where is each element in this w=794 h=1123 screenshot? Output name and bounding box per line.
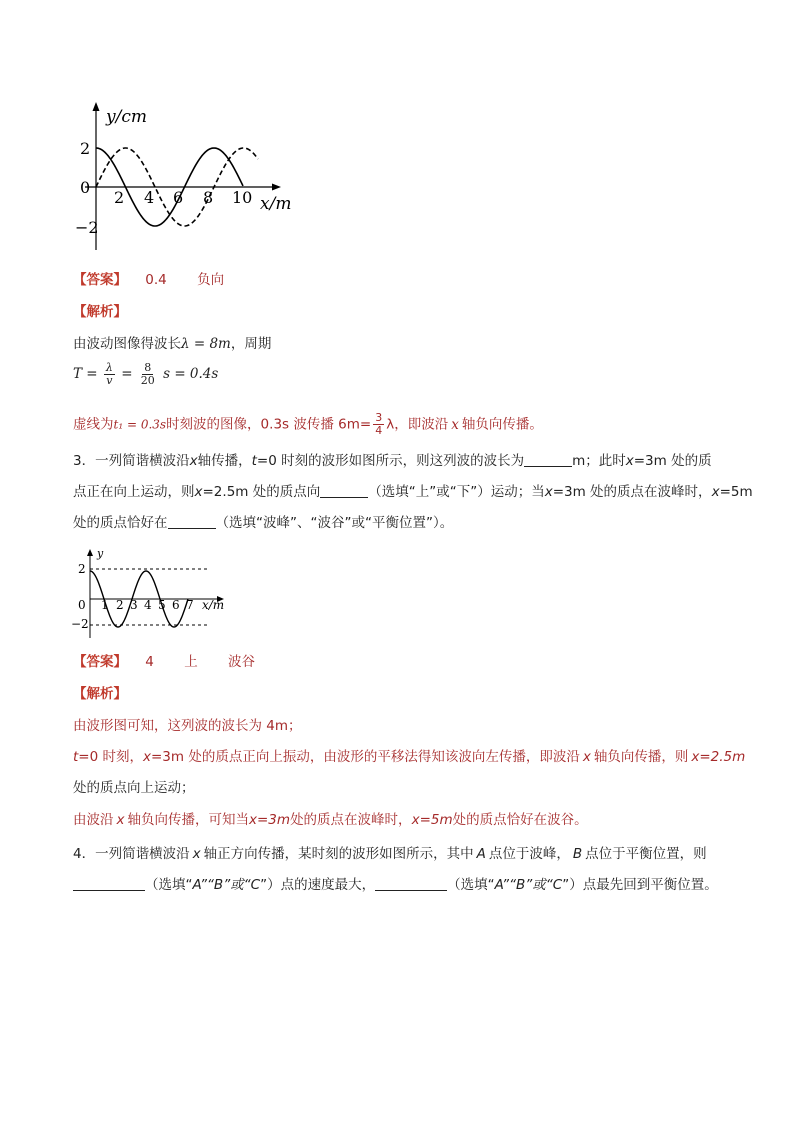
answer-value: 负向 [197, 272, 225, 288]
analysis-text: 时刻波的图像，0.3s 波传播 6m= [166, 416, 372, 433]
wave-figure-2 [70, 545, 240, 645]
x-tick-label: 2 [114, 188, 125, 207]
formula-rhs: s = 0.4s [163, 366, 219, 382]
question-text: 点正在向上运动，则 [73, 484, 195, 500]
fraction [104, 362, 115, 387]
fraction [139, 362, 157, 387]
period-formula [73, 362, 218, 387]
answer-blank[interactable] [375, 876, 447, 891]
option-labels: A”“B”或“C [494, 877, 563, 893]
time-expression: t₁ = 0.3s [113, 417, 167, 432]
analysis-text: 处的质点恰好在波谷。 [452, 812, 588, 828]
variable-x: x [411, 812, 420, 828]
variable-x: x [625, 453, 634, 469]
question-text: （选填“波峰”、“波谷”或“平衡位置”）。 [215, 515, 454, 531]
fraction [373, 412, 384, 437]
question-text: （选填“上”或“下”）运动；当 [368, 484, 545, 500]
analysis-text: λ，即波沿 [386, 416, 449, 433]
answer-value: 0.4 [145, 272, 167, 288]
analysis-text: 轴负向传播。 [461, 416, 543, 433]
q3-analysis-line [73, 810, 588, 830]
analysis-tag: 【解析】 [73, 304, 127, 320]
q3-analysis-line [73, 778, 195, 798]
x-axis-arrow [272, 184, 281, 191]
question-text: =0 时刻的波形如图所示，则这列波的波长为 [256, 453, 525, 469]
y-axis-arrow [87, 549, 93, 556]
analysis-text: 轴负向传播，则 [593, 749, 689, 765]
x-tick-label: 5 [158, 598, 166, 612]
question-text: =3m 处的质 [633, 453, 712, 469]
analysis-text: 轴负向传播，可知当 [127, 812, 249, 828]
analysis-text: 由波动图像得波长 [73, 336, 181, 352]
variable-x: x [194, 484, 203, 500]
answer-blank[interactable] [524, 452, 572, 467]
question-text: 4．一列简谐横波沿 [73, 846, 190, 862]
analysis-text: 处的质点在波峰时， [290, 812, 412, 828]
q3-analysis-line [73, 716, 302, 736]
x-tick-label: 7 [186, 598, 194, 612]
variable-t: t [73, 749, 79, 765]
x-tick-label: 10 [232, 188, 253, 207]
q2-analysis-line [73, 334, 271, 354]
analysis-tag: 【解析】 [73, 686, 127, 702]
q2-analysis-line [73, 412, 543, 437]
question-text: （选填“ [145, 877, 193, 893]
fraction-numerator: 3 [375, 411, 383, 424]
analysis-text: =2.5m [699, 749, 746, 765]
q3-analysis-line [73, 747, 745, 767]
question-text: =3m 处的质点在波峰时， [552, 484, 712, 500]
question-text: 轴正方向传播，某时刻的波形如图所示，其中 [203, 846, 474, 862]
answer-tag: 【答案】 [73, 654, 127, 670]
variable-x: x [143, 749, 151, 765]
x-tick-label: 6 [172, 598, 180, 612]
y-tick-label: 2 [80, 139, 91, 158]
formula-lhs: T = [73, 366, 98, 382]
answer-value: 上 [184, 654, 198, 670]
analysis-text: 虚线为 [73, 416, 114, 433]
q3-text-line [73, 451, 712, 471]
fraction-numerator: 8 [144, 361, 152, 374]
variable-x: x [192, 846, 201, 862]
analysis-text: 处的质点向上运动； [73, 780, 195, 796]
question-text: 3．一列简谐横波沿 [73, 453, 190, 469]
analysis-text: =0 时刻， [78, 749, 143, 765]
q3-text-line [73, 482, 753, 502]
q2-analysis-tag-row [73, 302, 127, 322]
point-label: A [476, 846, 486, 862]
lambda-expression: λ = 8m [181, 336, 231, 352]
question-text: =5m [719, 484, 753, 500]
variable-x: x [116, 812, 125, 828]
y-axis-label: y [97, 547, 104, 560]
question-text: 处的质点恰好在 [73, 515, 168, 531]
variable-x: x [451, 416, 459, 433]
y-tick-label: 0 [78, 598, 86, 612]
variable-t: t [251, 453, 257, 469]
wave-figure-1 [75, 100, 295, 260]
analysis-text: 由波沿 [73, 812, 114, 828]
fraction-denominator: v [106, 374, 113, 387]
q3-analysis-tag-row [73, 684, 127, 704]
answer-blank[interactable] [73, 876, 145, 891]
variable-x: x [249, 812, 257, 828]
x-tick-label: 8 [203, 188, 214, 207]
fraction-denominator: 4 [375, 424, 383, 437]
question-text: =2.5m 处的质点向 [202, 484, 321, 500]
answer-value: 4 [145, 654, 154, 670]
variable-x: x [582, 749, 591, 765]
q4-text-line [73, 875, 718, 895]
analysis-text: =5m [419, 812, 453, 828]
x-tick-label: 4 [144, 188, 155, 207]
analysis-text: =3m [257, 812, 291, 828]
answer-blank[interactable] [168, 514, 216, 529]
question-text: 点位于平衡位置，则 [585, 846, 707, 862]
analysis-text: 由波形图可知，这列波的波长为 4m； [73, 718, 302, 734]
answer-value: 波谷 [227, 654, 255, 670]
y-axis-arrow [93, 102, 100, 111]
variable-x: x [691, 749, 700, 765]
x-tick-label: 3 [130, 598, 138, 612]
y-axis-label: y/cm [106, 107, 147, 127]
q3-text-line [73, 513, 453, 533]
option-labels: A”“B”或“C [192, 877, 261, 893]
answer-tag: 【答案】 [73, 272, 127, 288]
question-text: m；此时 [572, 453, 626, 469]
x-tick-label: 6 [173, 188, 184, 207]
x-tick-label: 2 [116, 598, 124, 612]
y-tick-label: 0 [80, 178, 91, 197]
question-text: 轴传播， [197, 453, 252, 469]
question-text: ”）点最先回到平衡位置。 [562, 877, 718, 893]
question-text: 点位于波峰， [488, 846, 570, 862]
point-label: B [572, 846, 583, 862]
y-tick-label: −2 [75, 218, 99, 237]
x-tick-label: 4 [144, 598, 152, 612]
x-axis-label: x/m [260, 194, 292, 214]
answer-blank[interactable] [320, 483, 368, 498]
x-axis-label: x/m [202, 598, 225, 612]
variable-x: x [711, 484, 720, 500]
analysis-text: =3m 处的质点正向上振动，由波形的平移法得知该波向左传播，即波沿 [151, 749, 580, 765]
formula-equals: = [121, 366, 133, 382]
x-tick-label: 1 [101, 598, 109, 612]
q4-text-line [73, 844, 707, 864]
variable-x: x [189, 453, 198, 469]
y-tick-label: 2 [78, 562, 86, 576]
question-text: ”）点的速度最大， [260, 877, 376, 893]
fraction-numerator: λ [105, 361, 113, 374]
q3-answer-row [73, 652, 255, 672]
analysis-text: ，周期 [230, 336, 272, 352]
variable-x: x [544, 484, 553, 500]
y-tick-label: −2 [71, 617, 89, 631]
fraction-denominator: 20 [140, 374, 155, 387]
q2-answer-row [73, 270, 224, 290]
question-text: （选填“ [447, 877, 495, 893]
